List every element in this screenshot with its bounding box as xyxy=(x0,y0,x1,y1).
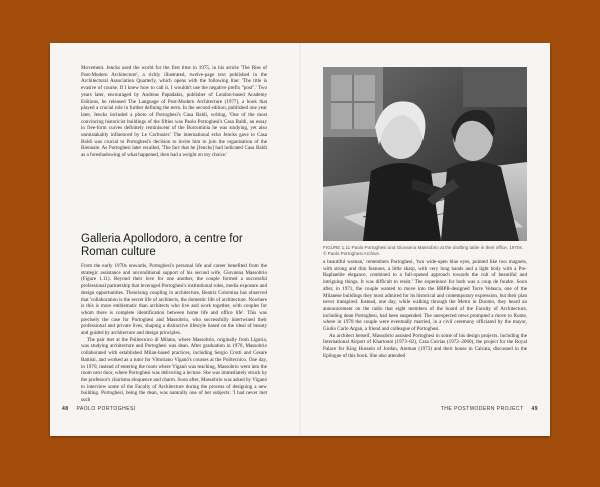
paragraph: a beautiful woman,' remembers Portoghesi, 'two wide-open blue eyes, pointed like two magnets, with strong and thin features, a little sharp, with very long hands and a light body with a Pre-Raphaelite elegance, combined to a full-opened approach towards the cult of beautiful and intriguing things. It was difficult to resist.' The experience for both was a coup de foudre. Soon after, in 1971, the couple wanted to move into the BBPR-designed Torre Velasca, one of the Milanese buildings they most admired for its historical and contemporary expression, but their plan never transpired. Instead, one day, while walking through the Metro in Duomo, they heard an announcement on the radio that eight members of the board of the Faculty of Architecture, including dean Portoghesi, had been suspended. The unexpected news prompted a move to Rome, where in 1978 the couple were eventually married, in a civil ceremony officiated by the mayor, Giulio Carlo Argan, a friend and colleague of Portoghesi. xyxy=(323,259,527,333)
section-heading: Galleria Apollodoro, a centre for Roman culture xyxy=(81,233,243,258)
right-page xyxy=(300,43,550,436)
running-head: PAOLO PORTOGHESI xyxy=(76,406,136,412)
figure-caption: FIGURE 1.11 Paolo Portoghesi and Giovanna Massobrio at the drafting table in their office, 1970s. © Paolo Portoghesi Archive. xyxy=(323,245,524,256)
right-footer xyxy=(441,406,538,412)
page-number: 48 xyxy=(62,406,69,412)
left-page xyxy=(50,43,300,436)
paragraph: Movement. Jencks used the world for the first time in 1975, in his article 'The Rise of Post-Modern Architecture', a richly illustrated, twelve-page text published in the Architectural Association Quarterly, which opens with the following line: 'The title is evasive of course. If I knew how to call it, I wouldn't use the negative prefix "post".' Two years later, encouraged by Andreas Papadakis, publisher of London-based Academy Editions, he released The Language of Post-Modern Architecture (1977), a book that played a crucial role in further defining the term. In the second edition, published one year later, Jencks included a photo of Portoghesi's Casa Baldi, writing, 'One of the most convincing historicist buildings of the fifties was Paolo Portoghesi's Casa Baldi, an essay in free-form curves definitely reminiscent of the Borrominia he was studying, yet also unmistakably influenced by Le Corbusier.' The international echo Jencks gave to Casa Baldi was crucial to Portoghesi's decision to invite him to join the organisation of the Biennale. As Portoghesi later recalled, 'The fact that he [Jencks] had indicated Casa Baldi as a foreshadowing of what happened, then had a weight on my choice.' xyxy=(81,65,267,159)
left-top-text xyxy=(81,65,267,159)
paragraph: From the early 1970s onwards, Portoghesi's personal life and career benefited from the strategic assistance and unconditional support of his second wife, Giovanna Massobrio (Figure 1.11). Beyond their love for one another, the couple formed a successful professional partnership that leveraged Portoghesi's institutional roles, media exposure and design opportunities. Theorising coupling in architecture, Beatriz Colomina has observed that 'collaboration is the secret life of architects, the domestic life of architecture. Nowhere is this is more emblematic than architects who live and work together, with couples for whom there is complete identification between home life and office life'. This was precisely the case for Portoghesi and Massobrio, who successfully intertwined their professional and private lives, shaping a distinctive lifestyle based on the ideal of beauty and guided by architecture and design principles. xyxy=(81,263,267,337)
left-footer xyxy=(62,406,136,412)
left-body-text xyxy=(81,263,267,404)
paragraph: The pair met at the Politecnico di Milano, where Massobrio, originally from Liguria, was studying architecture and Portoghesi was dean. After graduation in 1970, Massobrio collaborated with established Milan-based practices, including Sergio Crotti and Cesare Battisti, and worked as a tutor for Vittoriano Viganò's courses at the Politecnico. One day, in 1970, instead of entering the room where Viganò was teaching, Massobrio went into the room next door, where Portoghesi was delivering a lecture. She was immediately struck by the professor's charisma eloquence and charm. Soon after, Massobrio was asked by Viganò to interview some of the Faculty of Architecture during the process of designing a new building. Portoghesi, being the dean, was naturally one of her subjects: 'I had never met such xyxy=(81,336,267,404)
paragraph: An architect herself, Massobrio assisted Portoghesi in some of his design projects, including the International Airport of Khartoum (1973–82), Casa Corrias (1972–2000), the project for the Royal Palace for King Hussein of Jordan, Amman (1973) and their house in Calcata, discussed in the Epilogue of this book. She also attended xyxy=(323,332,527,359)
right-body-text xyxy=(323,259,527,360)
book-spread xyxy=(50,43,550,436)
page-number: 49 xyxy=(531,406,538,412)
archival-photo xyxy=(323,67,527,241)
photo-illustration xyxy=(323,67,527,241)
running-head: THE POSTMODERN PROJECT xyxy=(440,406,524,412)
